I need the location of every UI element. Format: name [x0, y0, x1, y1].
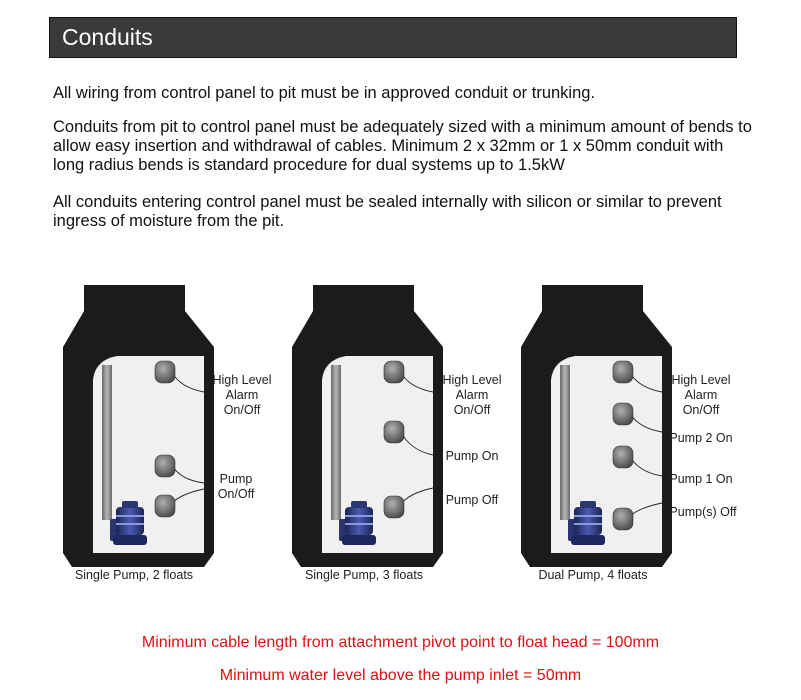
- pit-diagram-single-pump-2-floats: [63, 285, 272, 582]
- label-high-level: High Level: [212, 373, 272, 387]
- float-pump-1-on-icon: [613, 446, 633, 468]
- label-alarm-on-off: On/Off: [453, 403, 491, 417]
- pit-diagram-single-pump-3-floats: [292, 285, 502, 582]
- discharge-pipe: [331, 365, 341, 520]
- paragraph-approved-conduit: All wiring from control panel to pit must be in approved conduit or trunking.: [53, 84, 596, 102]
- label-alarm-on-off: On/Off: [223, 403, 261, 417]
- label-pumps-off: Pump(s) Off: [669, 505, 737, 519]
- discharge-pipe: [560, 365, 570, 520]
- paragraph-conduit-sealing: All conduits entering control panel must be sealed internally with silicon or similar to prevent ingress of moisture from the pit.: [53, 193, 722, 230]
- float-pumps-off-icon: [613, 508, 633, 530]
- float-pump-on-icon: [384, 421, 404, 443]
- discharge-pipe: [102, 365, 112, 520]
- float-pump-on-icon: [155, 455, 175, 477]
- label-pump-on-off: On/Off: [217, 487, 255, 501]
- label-high-level: High Level: [671, 373, 731, 387]
- pit-diagram-dual-pump-4-floats: [521, 285, 737, 582]
- label-pump-off: Pump Off: [445, 493, 499, 507]
- label-pump-on: Pump On: [445, 449, 499, 463]
- note-min-water-level: Minimum water level above the pump inlet = 50mm: [219, 667, 582, 684]
- diagram-caption: Single Pump, 2 floats: [74, 568, 194, 582]
- float-pump-off-icon: [155, 495, 175, 517]
- float-pump-off-icon: [384, 496, 404, 518]
- float-pump-2-on-icon: [613, 403, 633, 425]
- paragraph-conduit-sizing: Conduits from pit to control panel must be adequately sized with a minimum amount of bends to allow easy insertion and withdrawal of cables. Minimum 2 x 32mm or 1 x 50mm conduit with long radius bends is standard procedure for dual systems up to 1.5kW: [53, 118, 752, 174]
- label-alarm: Alarm: [225, 388, 259, 402]
- label-pump: Pump: [219, 472, 253, 486]
- float-high-level-icon: [155, 361, 175, 383]
- label-alarm: Alarm: [684, 388, 718, 402]
- note-min-cable-length: Minimum cable length from attachment pivot point to float head = 100mm: [141, 634, 660, 651]
- label-alarm-on-off: On/Off: [682, 403, 720, 417]
- label-pump-2-on: Pump 2 On: [669, 431, 733, 445]
- float-high-level-icon: [613, 361, 633, 383]
- float-high-level-icon: [384, 361, 404, 383]
- label-high-level: High Level: [442, 373, 502, 387]
- label-alarm: Alarm: [455, 388, 489, 402]
- section-title: Conduits: [62, 24, 153, 50]
- label-pump-1-on: Pump 1 On: [669, 472, 733, 486]
- diagram-caption: Dual Pump, 4 floats: [538, 568, 648, 582]
- diagram-caption: Single Pump, 3 floats: [304, 568, 424, 582]
